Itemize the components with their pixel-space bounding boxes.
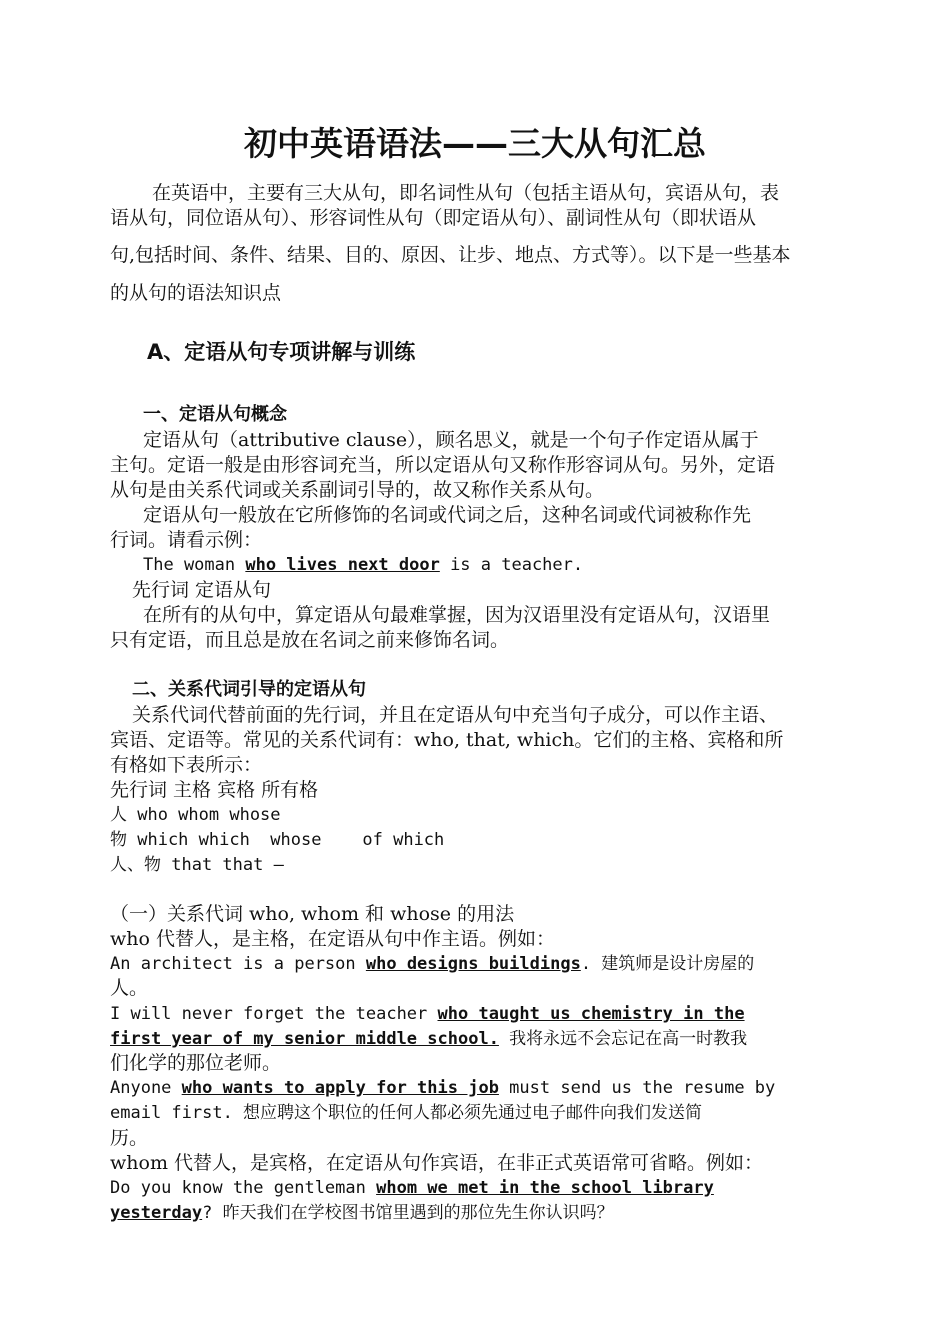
- example-text: The woman: [143, 555, 246, 575]
- example-text: 我将永远不会忘记在高一时教我: [498, 1029, 748, 1049]
- table-header: 先行词 主格 宾格 所有格: [110, 779, 319, 801]
- section-1-heading: 一、定语从句概念: [143, 404, 287, 425]
- example-text: An architect is a person: [110, 954, 366, 974]
- underlined-clause: who designs buildings: [365, 954, 581, 974]
- table-row-person: 人 who whom whose: [110, 805, 281, 825]
- example-sentence-1: [143, 553, 583, 577]
- s1-line-5: 行词。请看示例：: [110, 529, 263, 551]
- example-teacher-cont: 们化学的那位老师。: [110, 1052, 282, 1074]
- example-architect-cont: 人。: [110, 977, 149, 999]
- table-row-both: 人、物 that that —: [110, 855, 284, 875]
- table-row-thing: 物 which which whose of which: [110, 830, 445, 850]
- underlined-clause: who lives next door: [245, 555, 440, 575]
- section-2-heading: 二、关系代词引导的定语从句: [132, 679, 366, 700]
- example-gentleman: [110, 1176, 714, 1200]
- who-description: who 代替人，是主格，在定语从句中作主语。例如：: [110, 928, 555, 950]
- intro-line-3: 句,包括时间、条件、结果、目的、原因、让步、地点、方式等）。以下是一些基本: [110, 244, 791, 266]
- s1-line-2: 主句。定语一般是由形容词充当，所以定语从句又称作形容词从句。另外，定语: [110, 454, 776, 476]
- s2-line-1: 关系代词代替前面的先行词，并且在定语从句中充当句子成分，可以作主语、: [132, 704, 779, 726]
- example-text: . 建筑师是设计房屋的: [580, 954, 755, 974]
- underlined-clause: yesterday: [110, 1203, 203, 1223]
- page-title: 初中英语语法——三大从句汇总: [244, 124, 706, 163]
- underlined-clause: whom we met in the school library: [376, 1178, 714, 1198]
- example-text: must send us the resume by: [498, 1078, 776, 1098]
- example-anyone-line-2: email first. 想应聘这个职位的任何人都必须先通过电子邮件向我们发送简: [110, 1103, 703, 1123]
- s1-line-3: 从句是由关系代词或关系副词引导的，故又称作关系从句。: [110, 479, 605, 501]
- example-architect: [110, 952, 754, 976]
- intro-line-4: 的从句的语法知识点: [110, 282, 282, 304]
- intro-line-2: 语从句，同位语从句）、形容词性从句（即定语从句）、副词性从句（即状语从: [110, 207, 757, 229]
- example-anyone-cont: 历。: [110, 1127, 149, 1149]
- section-a-heading: A、定语从句专项讲解与训练: [147, 340, 416, 364]
- s1-line-4: 定语从句一般放在它所修饰的名词或代词之后，这种名词或代词被称作先: [143, 504, 752, 526]
- s1-line-1: 定语从句（attributive clause），顾名思义，就是一个句子作定语从属于: [143, 429, 759, 451]
- underlined-clause: who taught us chemistry in the: [437, 1004, 745, 1024]
- s2-line-3: 有格如下表所示：: [110, 754, 263, 776]
- underlined-clause: first year of my senior middle school.: [110, 1029, 499, 1049]
- example-text: Do you know the gentleman: [110, 1178, 377, 1198]
- s1-after-line-1: 在所有的从句中，算定语从句最难掌握，因为汉语里没有定语从句，汉语里: [143, 604, 771, 626]
- subsection-1-heading: （一）关系代词 who, whom 和 whose 的用法: [110, 903, 515, 925]
- example-teacher: [110, 1002, 745, 1026]
- example-text: ? 昨天我们在学校图书馆里遇到的那位先生你认识吗？: [202, 1203, 614, 1223]
- example-text: is a teacher.: [439, 555, 584, 575]
- example-text: Anyone: [110, 1078, 182, 1098]
- example-teacher-line-2: [110, 1027, 747, 1051]
- example-text: I will never forget the teacher: [110, 1004, 438, 1024]
- example-anyone: [110, 1076, 775, 1100]
- whom-description: whom 代替人，是宾格，在定语从句作宾语，在非正式英语常可省略。例如：: [110, 1152, 763, 1174]
- s2-line-2: 宾语、定语等。常见的关系代词有：who, that, which。它们的主格、宾格和所: [110, 729, 784, 751]
- intro-line-1: 在英语中，主要有三大从句，即名词性从句（包括主语从句，宾语从句，表: [152, 182, 780, 204]
- underlined-clause: who wants to apply for this job: [181, 1078, 499, 1098]
- s1-after-line-2: 只有定语，而且总是放在名词之前来修饰名词。: [110, 629, 510, 651]
- example-labels: 先行词 定语从句: [132, 579, 272, 601]
- example-gentleman-line-2: [110, 1201, 614, 1225]
